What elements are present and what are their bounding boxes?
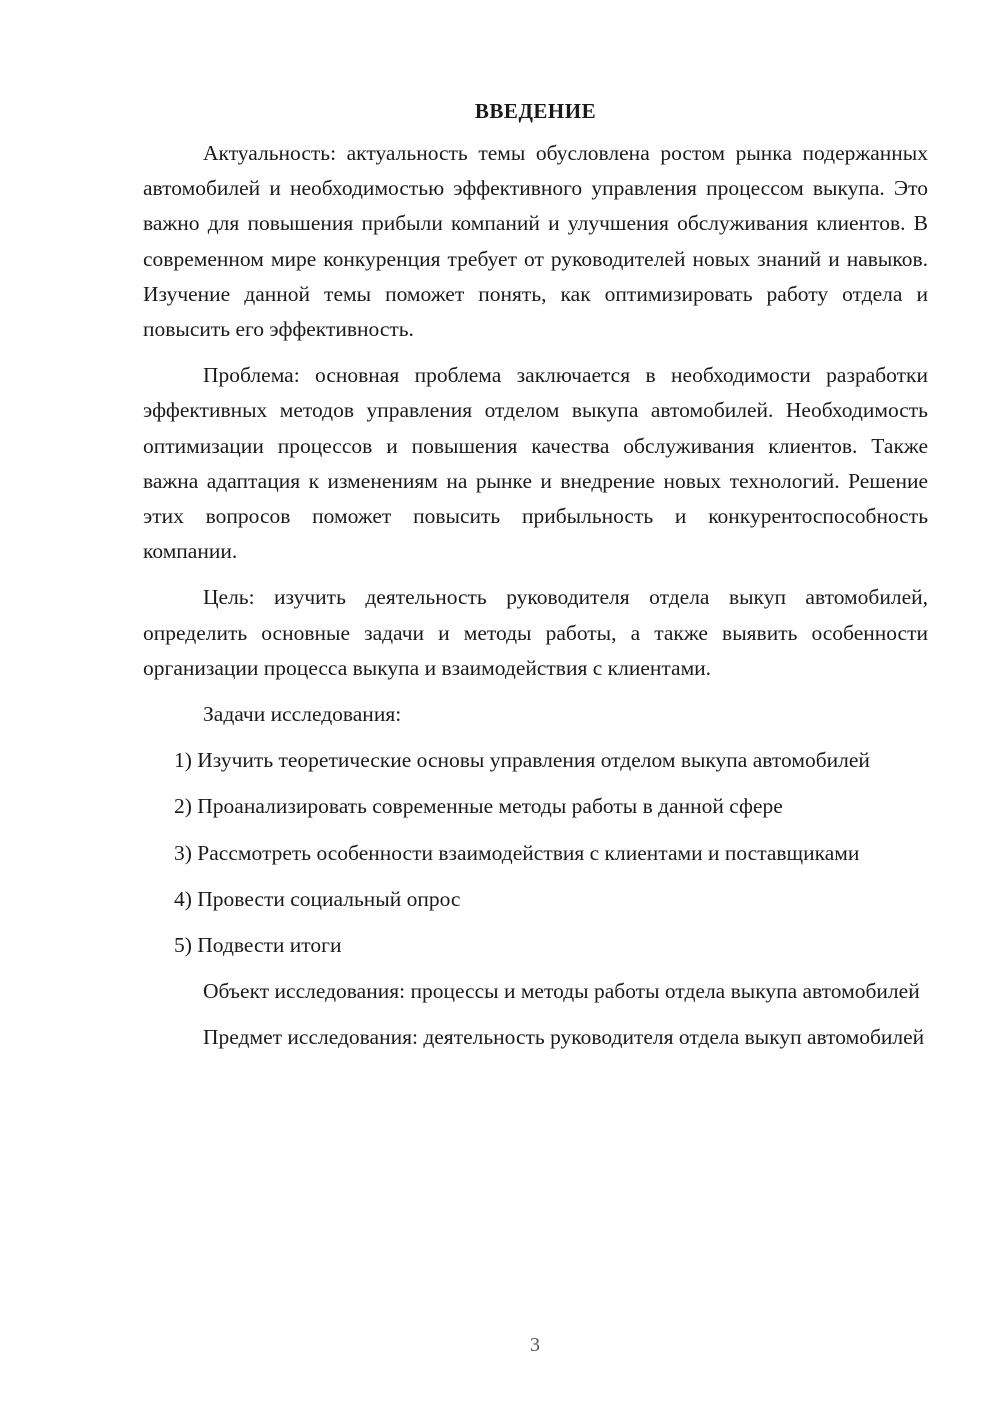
tasks-list [143, 743, 928, 963]
task-item-3: 3) Рассмотреть особенности взаимодействия с клиентами и поставщиками [174, 840, 860, 865]
page-number: 3 [530, 1334, 540, 1356]
tasks-heading: Задачи исследования: [203, 702, 402, 727]
object-paragraph: Объект исследования: процессы и методы работы отдела выкупа автомобилей [203, 979, 920, 1004]
section-title: ВВЕДЕНИЕ [474, 99, 597, 123]
task-item-2: 2) Проанализировать современные методы работы в данной сфере [174, 794, 783, 819]
problem-paragraph: Проблема: основная проблема заключается в необходимости разработки эффективных методов управления отделом выкупа автомобилей. Необходимость оптимизации процессов и повышения качества обслуживания клиентов. Также важна адаптация к изменениям на рынке и внедрение новых технологий. Решение этих вопросов поможет повысить прибыльность и конкурентоспособность компании. [143, 363, 928, 564]
subject-paragraph: Предмет исследования: деятельность руководителя отдела выкуп автомобилей [203, 1025, 925, 1050]
document-page [143, 96, 928, 1067]
goal-paragraph: Цель: изучить деятельность руководителя отдела выкуп автомобилей, определить основные задачи и методы работы, а также выявить особенности организации процесса выкупа и взаимодействия с клиентами. [143, 585, 928, 680]
task-item-4: 4) Провести социальный опрос [174, 886, 461, 911]
task-item-1: 1) Изучить теоретические основы управления отделом выкупа автомобилей [174, 748, 870, 773]
task-item-5: 5) Подвести итоги [174, 933, 342, 958]
relevance-paragraph: Актуальность: актуальность темы обусловлена ростом рынка подержанных автомобилей и необходимостью эффективного управления процессом выкупа. Это важно для повышения прибыли компаний и улучшения обслуживания клиентов. В современном мире конкуренция требует от руководителей новых знаний и навыков. Изучение данной темы поможет понять, как оптимизировать работу отдела и повысить его эффективность. [143, 141, 928, 342]
